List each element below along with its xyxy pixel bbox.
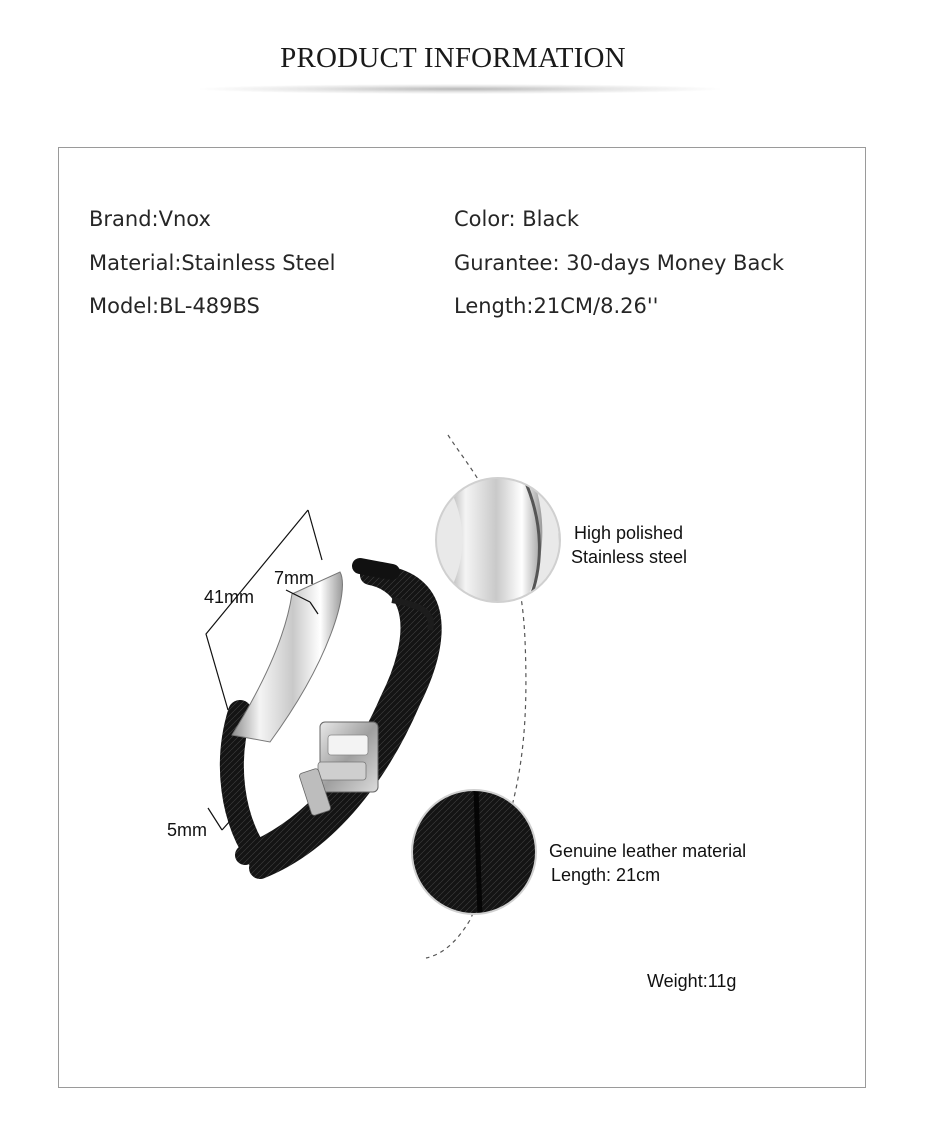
spec-guarantee: Gurantee: 30-days Money Back <box>454 251 785 275</box>
spec-color: Color: Black <box>454 207 580 231</box>
callout-steel-line1: High polished <box>574 523 684 543</box>
dimension-strap-width-label: 5mm <box>167 820 207 840</box>
dimension-plate-width-label: 7mm <box>274 568 314 588</box>
spec-material: Material:Stainless Steel <box>89 251 336 275</box>
callout-leather-line1: Genuine leather material <box>549 841 747 861</box>
callout-leather-line2: Length: 21cm <box>551 865 661 885</box>
page-title: PRODUCT INFORMATION <box>280 42 626 74</box>
callout-steel-line2: Stainless steel <box>571 547 688 567</box>
weight-label: Weight:11g <box>647 971 737 991</box>
spec-length: Length:21CM/8.26'' <box>454 294 659 318</box>
steel-closeup <box>430 470 570 610</box>
spec-brand: Brand:Vnox <box>89 207 211 231</box>
spec-model: Model:BL-489BS <box>89 294 260 318</box>
dimension-length-label: 41mm <box>204 587 255 607</box>
